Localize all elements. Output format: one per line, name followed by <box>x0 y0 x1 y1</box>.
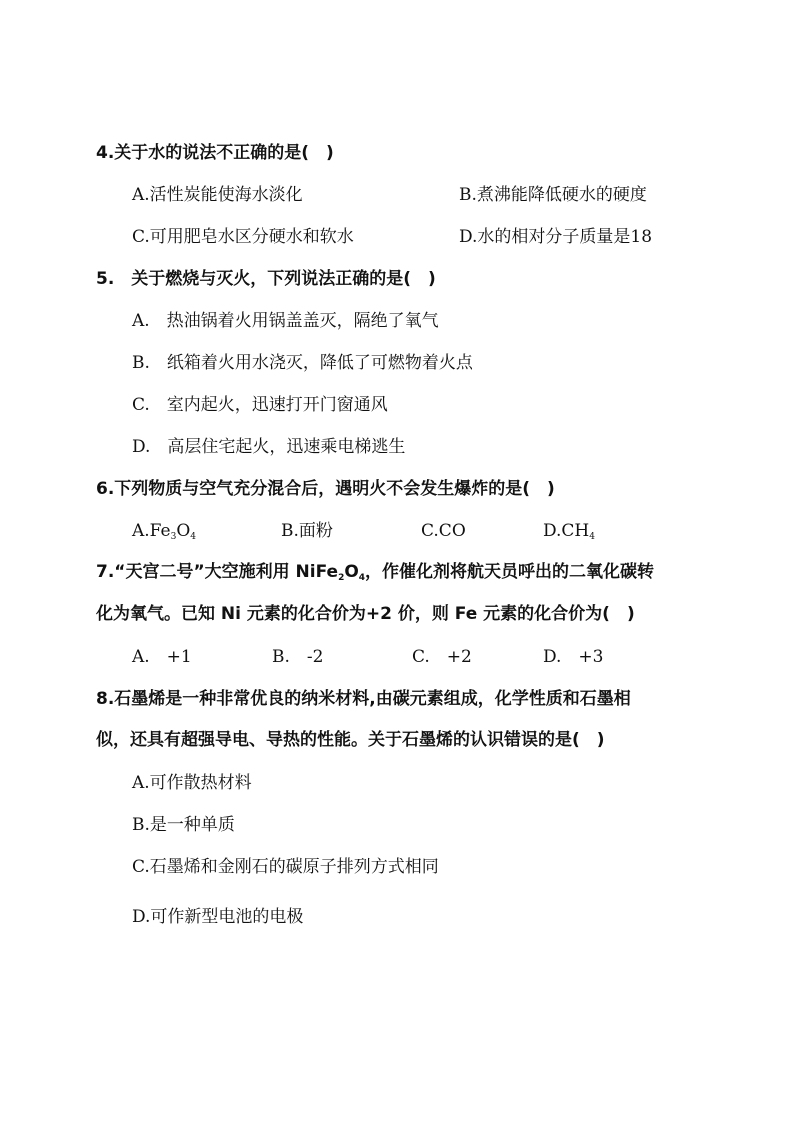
stem-text: O <box>344 562 359 582</box>
question-6-option-d <box>543 520 595 542</box>
question-5-stem: 5. 关于燃烧与灭火，下列说法正确的是( ) <box>96 269 436 289</box>
question-4-option-a: A.活性炭能使海水淡化 <box>132 185 303 205</box>
question-7-option-a: A. +1 <box>132 647 192 667</box>
question-4-option-c: C.可用肥皂水区分硬水和软水 <box>132 227 354 247</box>
question-4-stem: 4.关于水的说法不正确的是( ) <box>96 143 334 163</box>
question-6-option-c: C.CO <box>421 521 466 541</box>
question-6-option-a <box>132 520 196 542</box>
question-8-option-d: D.可作新型电池的电极 <box>132 907 304 927</box>
question-7-stem-line-1 <box>96 561 654 583</box>
stem-text: ，作催化剂将航天员呼出的二氧化碳转 <box>365 562 655 582</box>
question-5-option-d: D. 高层住宅起火，迅速乘电梯逃生 <box>132 437 406 457</box>
question-5-option-a: A. 热油锅着火用锅盖盖灭，隔绝了氧气 <box>132 311 439 331</box>
question-8-option-c: C.石墨烯和金刚石的碳原子排列方式相同 <box>132 857 439 877</box>
formula-subscript: 4 <box>190 532 197 542</box>
formula-subscript: 2 <box>338 573 345 583</box>
question-7-option-b: B. -2 <box>272 647 324 667</box>
question-8-option-a: A.可作散热材料 <box>132 773 252 793</box>
formula-subscript: 4 <box>358 573 366 583</box>
formula-subscript: 3 <box>170 532 177 542</box>
question-5-option-b: B. 纸箱着火用水浇灭，降低了可燃物着火点 <box>132 353 473 373</box>
question-8-stem-line-2: 似，还具有超强导电、导热的性能。关于石墨烯的认识错误的是( ) <box>96 730 605 750</box>
question-4-option-d: D.水的相对分子质量是18 <box>459 227 653 247</box>
formula-text: D.CH <box>543 521 590 541</box>
formula-text: A.Fe <box>132 521 171 541</box>
question-7-option-c: C. +2 <box>412 647 472 667</box>
question-4-option-b: B.煮沸能降低硬水的硬度 <box>459 185 647 205</box>
question-7-stem-line-2: 化为氧气。已知 Ni 元素的化合价为+2 价，则 Fe 元素的化合价为( ) <box>96 604 635 624</box>
stem-text: 7.“天宫二号”大空施利用 NiFe <box>96 562 339 582</box>
formula-subscript: 4 <box>589 532 595 542</box>
question-6-stem: 6.下列物质与空气充分混合后，遇明火不会发生爆炸的是( ) <box>96 479 555 499</box>
question-8-option-b: B.是一种单质 <box>132 815 235 835</box>
question-6-option-b: B.面粉 <box>281 521 333 541</box>
question-5-option-c: C. 室内起火，迅速打开门窗通风 <box>132 395 388 415</box>
question-7-option-d: D. +3 <box>543 647 604 667</box>
formula-text: O <box>176 521 191 541</box>
question-8-stem-line-1: 8.石墨烯是一种非常优良的纳米材料,由碳元素组成，化学性质和石墨相 <box>96 689 631 709</box>
